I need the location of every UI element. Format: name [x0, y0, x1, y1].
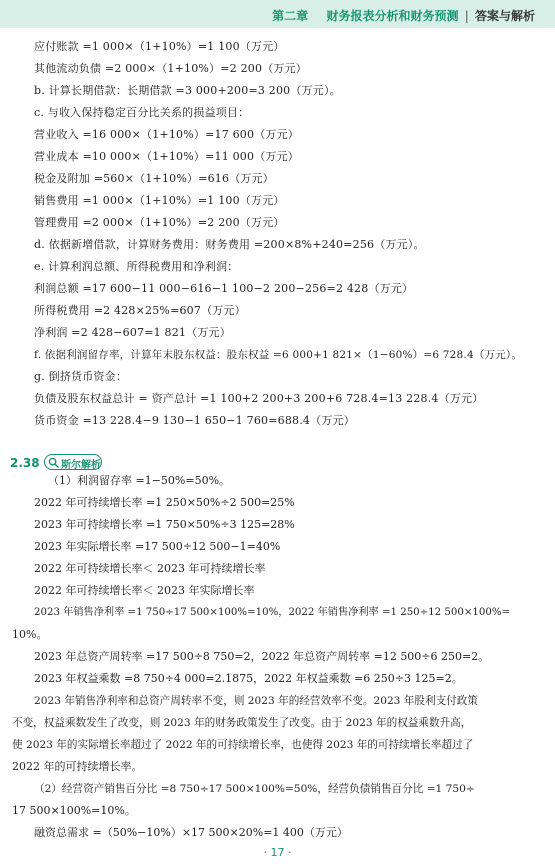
text-line: 2022 年可持续增长率＜ 2023 年实际增长率 — [34, 584, 255, 597]
header-title — [272, 7, 535, 24]
text-line: 税金及附加 =560×（1+10%）=616（万元） — [34, 172, 275, 185]
text-line: 2023 年销售净利率和总资产周转率不变，则 2023 年的经营效率不变。2023 年股利支付政策 — [34, 695, 478, 707]
text-line: 融资总需求 =（50%−10%）×17 500×20%=1 400（万元） — [34, 826, 348, 839]
header-section: 答案与解析 — [474, 9, 535, 23]
text-line: 所得税费用 =2 428×25%=607（万元） — [34, 304, 246, 317]
text-line: g. 倒挤货币资金： — [34, 370, 128, 383]
text-line: 应付账款 =1 000×（1+10%）=1 100（万元） — [34, 40, 285, 53]
text-line: 2023 年销售净利率 =1 750÷17 500×100%=10%，2022 年销售净利率 =1 250÷12 500×100%= — [34, 607, 511, 618]
text-line: 净利润 =2 428−607=1 821（万元） — [34, 326, 231, 339]
text-line: 货币资金 =13 228.4−9 130−1 650−1 760=688.4（万元） — [34, 414, 355, 427]
text-line: e. 计算利润总额、所得税费用和净利润： — [34, 260, 239, 273]
text-line: b. 计算长期借款：长期借款 =3 000+200=3 200（万元）。 — [34, 84, 341, 97]
text-line: d. 依据新增借款，计算财务费用：财务费用 =200×8%+240=256（万元）。 — [34, 238, 425, 251]
text-line: 2023 年可持续增长率 =1 750×50%÷3 125=28% — [34, 518, 295, 531]
text-line: 2022 年可持续增长率 =1 250×50%÷2 500=25% — [34, 496, 295, 509]
text-line: （1）利润留存率 =1−50%=50%。 — [48, 474, 231, 487]
page-number: · 17 · — [263, 846, 292, 859]
text-line: 其他流动负债 =2 000×（1+10%）=2 200（万元） — [34, 62, 307, 75]
text-line: 2023 年权益乘数 =8 750÷4 000=2.1875，2022 年权益乘数 =6 250÷3 125=2。 — [34, 672, 463, 685]
text-line: 负债及股东权益总计 = 资产总计 =1 100+2 200+3 200+6 728.4=13 228.4（万元） — [34, 392, 484, 405]
magnifier-icon — [48, 457, 59, 468]
analysis-badge — [44, 454, 102, 470]
text-line: 销售费用 =1 000×（1+10%）=1 100（万元） — [34, 194, 285, 207]
analysis-badge-label: 斯尔解析 — [61, 460, 101, 471]
text-line: c. 与收入保持稳定百分比关系的损益项目： — [34, 106, 250, 119]
text-line: 2022 年的可持续增长率。 — [12, 760, 143, 773]
text-line: 管理费用 =2 000×（1+10%）=2 200（万元） — [34, 216, 285, 229]
text-line: 17 500×100%=10%。 — [12, 804, 136, 817]
text-line: 营业收入 =16 000×（1+10%）=17 600（万元） — [34, 128, 299, 141]
text-line: f. 依据利润留存率，计算年末股东权益：股东权益 =6 000+1 821×（1−60%）=6 728.4（万元）。 — [34, 349, 523, 361]
question-number: 2.38 — [10, 456, 40, 470]
text-line: 2022 年可持续增长率＜ 2023 年可持续增长率 — [34, 562, 266, 575]
header-separator: | — [464, 9, 469, 23]
text-line: 使 2023 年的实际增长率超过了 2022 年的可持续增长率，也使得 2023 年的可持续增长率超过了 — [12, 739, 474, 751]
text-line: 2023 年总资产周转率 =17 500÷8 750=2，2022 年总资产周转率 =12 500÷6 250=2。 — [34, 650, 490, 663]
header-chapter: 第二章 — [272, 9, 309, 23]
text-line: （2）经营资产销售百分比 =8 750÷17 500×100%=50%，经营负债销售百分比 =1 750÷ — [34, 783, 475, 795]
text-line: 2023 年实际增长率 =17 500÷12 500−1=40% — [34, 540, 281, 553]
page-header — [0, 0, 555, 28]
text-line: 营业成本 =10 000×（1+10%）=11 000（万元） — [34, 150, 299, 163]
text-line: 10%。 — [12, 628, 48, 641]
text-line: 不变，权益乘数发生了改变，则 2023 年的财务政策发生了改变。由于 2023 年的权益乘数升高， — [12, 717, 472, 729]
header-chapter-title: 财务报表分析和财务预测 — [326, 9, 459, 23]
text-line: 利润总额 =17 600−11 000−616−1 100−2 200−256=2 428（万元） — [34, 282, 414, 295]
